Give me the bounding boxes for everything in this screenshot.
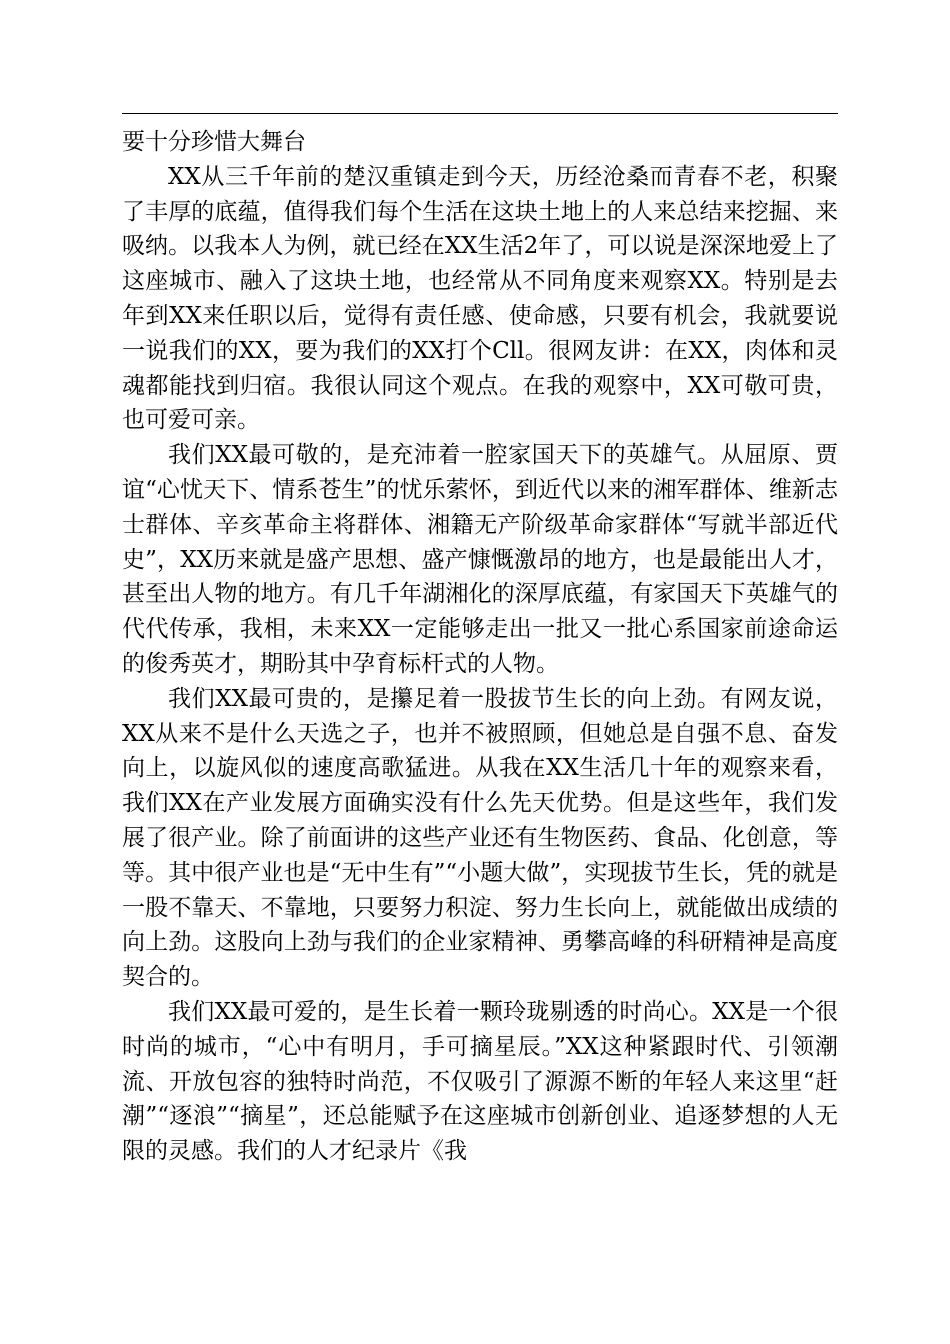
paragraph-valuable: 我们XX最可贵的，是攥足着一股拔节生长的向上劲。有网友说，XX从来不是什么天选之子，也并不被照顾，但她总是自强不息、奋发向上，以旋风似的速度高歌猛进。从我在XX生活几十年的观察来看，我们XX在产业发展方面确实没有什么先天优势。但是这些年，我们发展了很产业。除了前面讲的这些产业还有生物医药、食品、化创意，等等。其中很产业也是“无中生有”“小题大做”，实现拔节生长，凭的就是一股不靠天、不靠地，只要努力积淀、努力生长向上，就能做出成绩的向上劲。这股向上劲与我们的企业家精神、勇攀高峰的科研精神是高度契合的。 <box>122 685 838 991</box>
document-body <box>122 125 838 1169</box>
header-rule <box>122 113 838 114</box>
paragraph-respectable: 我们XX最可敬的，是充沛着一腔家国天下的英雄气。从屈原、贾谊“心忧天下、情系苍生”的忧乐萦怀，到近代以来的湘军群体、维新志士群体、辛亥革命主将群体、湘籍无产阶级革命家群体“写就半部近代史”，XX历来就是盛产思想、盛产慷慨激昂的地方，也是最能出人才，甚至出人物的地方。有几千年湖湘化的深厚底蕴，有家国天下英雄气的代代传承，我相，未来XX一定能够走出一批又一批心系国家前途命运的俊秀英才，期盼其中孕育标杆式的人物。 <box>122 442 838 677</box>
paragraph-lovable: 我们XX最可爱的，是生长着一颗玲珑剔透的时尚心。XX是一个很时尚的城市，“心中有明月，手可摘星辰。”XX这种紧跟时代、引领潮流、开放包容的独特时尚范，不仅吸引了源源不断的年轻人来这里“赶潮”“逐浪”“摘星”，还总能赋予在这座城市创新创业、追逐梦想的人无限的灵感。我们的人才纪录片《我 <box>122 998 838 1165</box>
paragraph-intro: XX从三千年前的楚汉重镇走到今天，历经沧桑而青春不老，积聚了丰厚的底蕴，值得我们每个生活在这块土地上的人来总结来挖掘、来吸纳。以我本人为例，就已经在XX生活2年了，可以说是深深地爱上了这座城市、融入了这块土地，也经常从不同角度来观察XX。特别是去年到XX来任职以后，觉得有责任感、使命感，只要有机会，我就要说一说我们的XX，要为我们的XX打个Cll。很网友讲：在XX，肉体和灵魂都能找到归宿。我很认同这个观点。在我的观察中，XX可敬可贵，也可爱可亲。 <box>122 163 838 434</box>
paragraph-heading-fragment: 要十分珍惜大舞台 <box>122 129 306 155</box>
